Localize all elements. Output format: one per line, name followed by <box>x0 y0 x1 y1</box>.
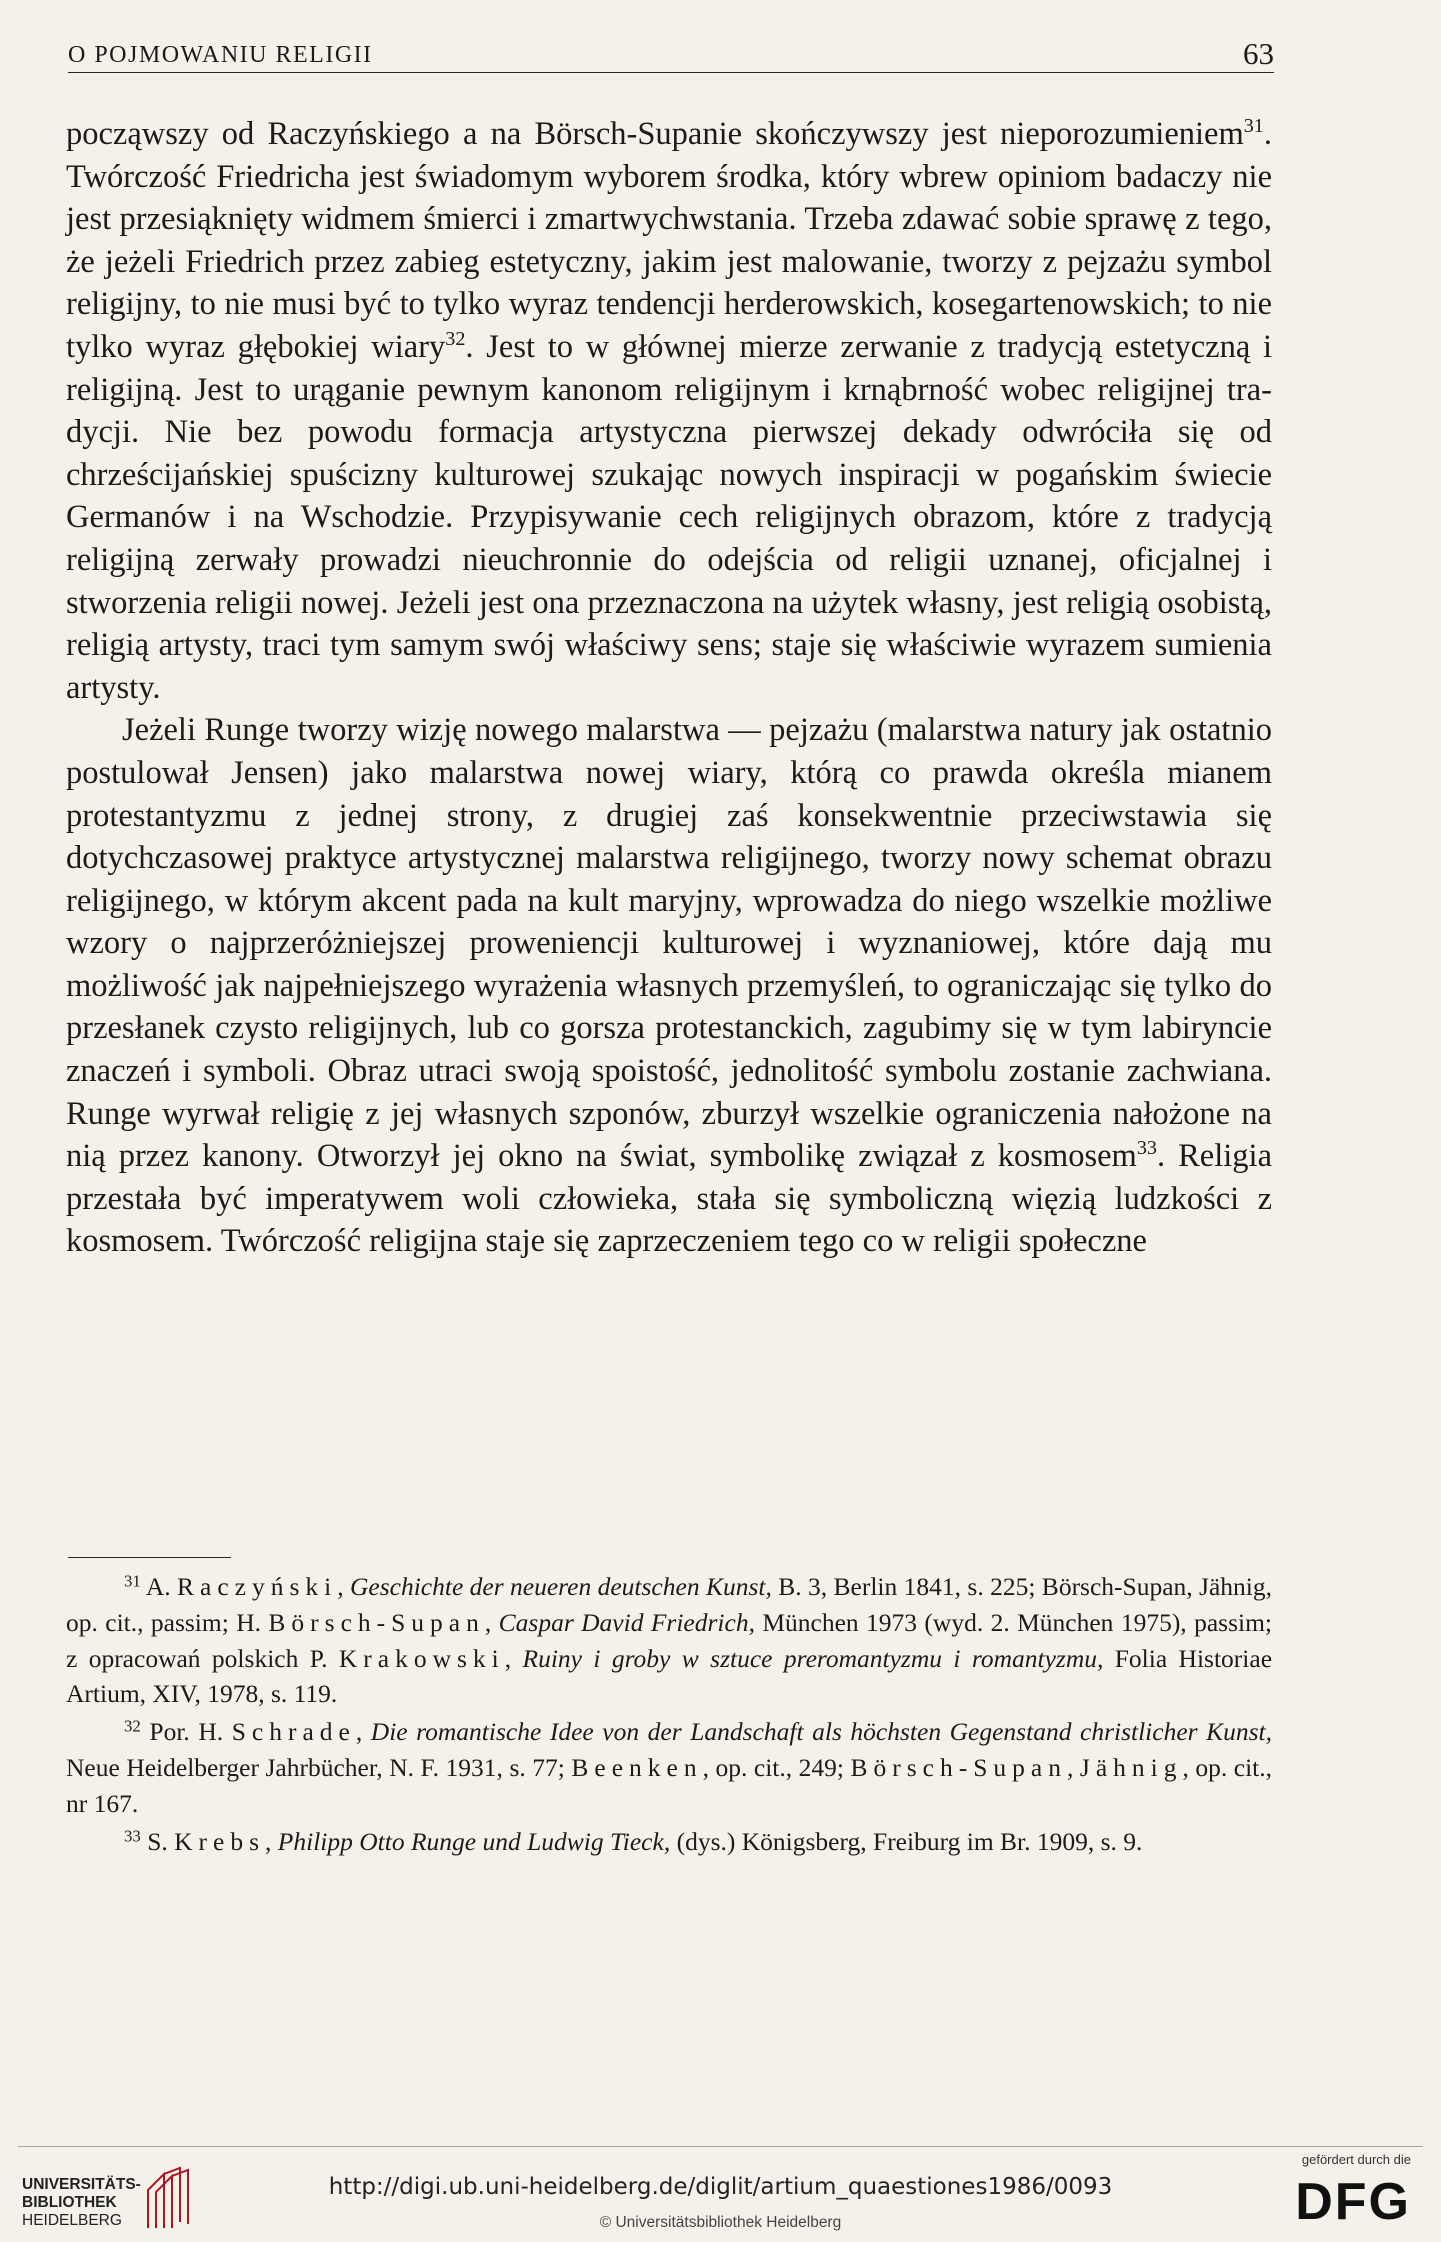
fn-title: Die romantische Idee von der Landschaft als höchsten Gegenstand christlicher Kunst, <box>370 1717 1273 1747</box>
dfg-logo-text: DFG <box>1295 2173 1411 2231</box>
permalink-url[interactable]: http://digi.ub.uni-heidelberg.de/diglit/artium_quaestiones1986/0093 <box>328 2174 1113 2200</box>
fn-text: B. 3, Berlin 1841, s. 225; Börsch-Supan, Jähnig, op. cit., passim; H. <box>66 1572 1273 1637</box>
text-run: począwszy od Raczyńskiego a na Börsch-Supanie skończywszy jest nieporozumieniem <box>66 116 1244 152</box>
text-run: . Twórczość Friedricha jest świadomym wyborem środka, który wbrew opiniom badaczy nie jest przesiąknięty widmem śmierci i zmartwychwstania. Trzeba zdawać sobie sprawę z tego, że jeżeli Friedrich przez zabieg estetyczny, jakim jest malowanie, tworzy z pejzażu symbol religijny, to nie musi być to tylko wyraz tendencji herderowskich, kosegartenowskich; to nie tylko wyraz głębokiej wiary <box>66 116 1272 365</box>
fn-text: S. <box>147 1826 175 1856</box>
funded-by-label: gefördert durch die <box>1301 2152 1411 2167</box>
fn-author: Raczyński <box>177 1572 338 1601</box>
footnotes <box>66 1569 1272 1861</box>
fn-text: , op. cit., nr 167. <box>66 1752 1272 1818</box>
fn-text: Neue Heidelberger Jahrbücher, N. F. 1931, s. 77; <box>66 1752 572 1782</box>
running-head <box>68 36 1274 73</box>
fn-text: , <box>355 1717 371 1747</box>
fn-author: Jähnig <box>1079 1752 1183 1782</box>
footnote-divider <box>68 1557 231 1558</box>
viewer-footer <box>0 2130 1441 2242</box>
body-text <box>66 113 1272 1263</box>
fn-title: Ruiny i groby w sztuce preromantyzmu i romantyzmu, <box>522 1643 1104 1673</box>
fn-text: , <box>484 1607 499 1637</box>
fn-author: Krebs <box>174 1826 266 1856</box>
footnote-number: 31 <box>124 1571 141 1591</box>
paragraph-2 <box>66 709 1272 1263</box>
text-run: . Religia przestała być imperatywem woli człowieka, stała się symboliczną więzią ludzkości z kosmosem. Twórczość religijna staje się zaprzeczeniem tego co w religii społeczne <box>66 1138 1272 1260</box>
fn-text: Por. H. <box>149 1717 232 1747</box>
fn-text: , <box>1066 1752 1080 1782</box>
paragraph-1 <box>66 113 1272 709</box>
library-name-line: BIBLIOTHEK <box>22 2194 117 2211</box>
footnote-33 <box>66 1824 1272 1860</box>
fn-author: Beenken <box>571 1752 703 1782</box>
fn-title: Caspar David Friedrich, <box>498 1607 755 1637</box>
running-title: O POJMOWANIU RELIGII <box>68 42 373 68</box>
fn-text: Folia Historiae Artium, XIV, 1978, s. 119. <box>66 1643 1273 1709</box>
fn-author: Krakowski <box>338 1643 505 1673</box>
fn-author: Börsch-Supan <box>850 1752 1067 1782</box>
fn-author: Schrade <box>231 1717 356 1747</box>
fn-author: Börsch-Supan <box>268 1607 485 1637</box>
footer-divider <box>18 2146 1423 2147</box>
library-name-line: UNIVERSITÄTS- <box>22 2176 141 2193</box>
text-run: Jeżeli Runge tworzy wizję nowego malarstwa — pejzażu (malarstwa natury jak ostatnio postulował Jensen) jako malarstwa nowej wiary, którą co prawda określa mianem protestantyzmu z jednej strony, z drugiej zaś konsekwentnie przeciwstawia się dotychczasowej praktyce artystycznej malarstwa religijnego, tworzy nowy schemat obrazu religijnego, w którym akcent pada na kult maryjny, wprowadza do niego wszelkie możliwe wzory o najprzeróżniejszej proweniencji kulturowej i wyznaniowej, które dają mu możliwość jak najpełniejszego wyrażenia własnych przemyśleń, to ograniczając się tylko do przesłanek czysto religijnych, lub co gorsza protestanckich, zagubimy się w tym labiryncie znaczeń i symboli. Obraz utraci swoją spoistość, jednolitość symbolu zostanie zachwiana. Runge wyrwał religię z jej własnych szponów, zburzył wszelkie ograniczenia nałożone na nią przez kanony. Otworzył jej okno na świat, symbolikę związał z kosmosem <box>66 712 1272 1175</box>
fn-title: Philipp Otto Runge und Ludwig Tieck, <box>277 1826 671 1856</box>
fn-text: , <box>504 1643 523 1673</box>
footnote-31 <box>66 1569 1272 1712</box>
footnote-ref-32[interactable]: 32 <box>445 327 466 350</box>
fn-title: Geschichte der neueren deutschen Kunst, <box>350 1572 772 1601</box>
footnote-ref-31[interactable]: 31 <box>1243 114 1264 137</box>
copyright-notice: © Universitätsbibliothek Heidelberg <box>599 2214 842 2231</box>
library-name-line: HEIDELBERG <box>22 2212 122 2229</box>
text-run: . Jest to w głównej mierze zerwanie z tradycją estetyczną i religijną. Jest to urąganie pewnym kanonom religijnym i krnąbrność wobec religijnej tradycji. Nie bez powodu formacja artystyczna pierwszej dekady odwróciła się od chrześcijańskiej spuścizny kulturowej szukając nowych inspiracji w pogańskim świecie Germanów i na Wschodzie. Przypisywanie cech religijnych obrazom, które z tradycją religijną zerwały prowadzi nieuchronnie do odejścia od religii uznanej, oficjalnej i stworzenia religii nowej. Jeżeli jest ona przeznaczona na użytek własny, jest religią osobistą, religią artysty, traci tym samym swój właściwy sens; staje się właściwie wyrazem sumienia artysty. <box>66 328 1273 706</box>
dfg-funding-logo[interactable] <box>1271 2152 1411 2236</box>
fn-text: A. <box>145 1572 177 1601</box>
footnote-ref-33[interactable]: 33 <box>1136 1137 1157 1160</box>
fn-text: , <box>337 1572 350 1601</box>
page-number: 63 <box>1243 36 1274 71</box>
fn-text: , <box>265 1826 278 1856</box>
footnote-32 <box>66 1714 1272 1821</box>
fn-text: , op. cit., 249; <box>702 1752 851 1782</box>
fn-text: München 1973 (wyd. 2. München 1975), passim; z opracowań polskich P. <box>66 1607 1272 1673</box>
fn-text: (dys.) Königsberg, Freiburg im Br. 1909, s. 9. <box>670 1826 1143 1856</box>
footnote-number: 32 <box>124 1716 141 1736</box>
footnote-number: 33 <box>124 1826 141 1846</box>
